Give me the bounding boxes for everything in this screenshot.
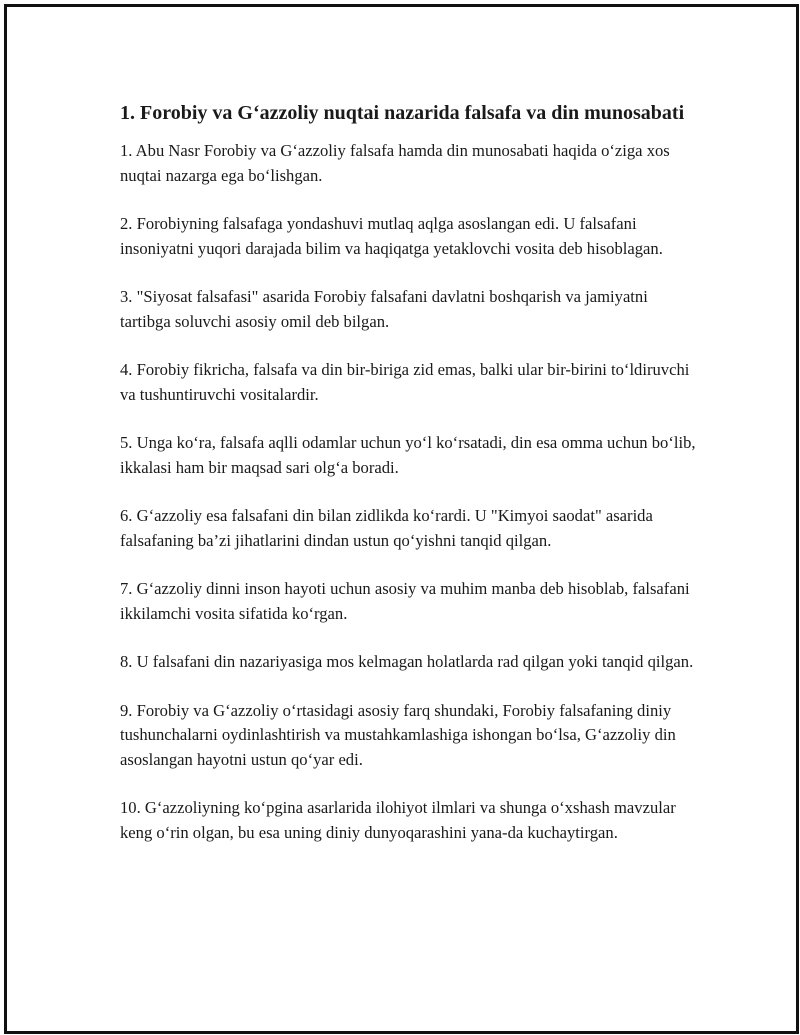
paragraph-7: 7. G‘azzoliy dinni inson hayoti uchun asosiy va muhim manba deb hisoblab, falsafani ikkilamchi vosita sifatida ko‘rgan. [120,579,690,623]
document-body [120,99,700,869]
paragraph-10: 10. G‘azzoliyning ko‘pgina asarlarida ilohiyot ilmlari va shunga o‘xshash mavzular keng o‘rin olgan, bu esa uning diniy dunyoqarashini yana-da kuchaytirgan. [120,798,676,842]
paragraph-4: 4. Forobiy fikricha, falsafa va din bir-biriga zid emas, balki ular bir-birini to‘ldiruvchi va tushuntiruvchi vositalardir. [120,360,690,404]
paragraph-5: 5. Unga ko‘ra, falsafa aqlli odamlar uchun yo‘l ko‘rsatadi, din esa omma uchun bo‘lib, ikkalasi ham bir maqsad sari olg‘a boradi. [120,433,696,477]
paragraph-6: 6. G‘azzoliy esa falsafani din bilan zidlikda ko‘rardi. U "Kimyoi saodat" asarida falsafaning ba’zi jihatlarini dindan ustun qo‘yishni tanqid qilgan. [120,506,653,550]
document-title: 1. Forobiy va G‘azzoliy nuqtai nazarida falsafa va din munosabati [120,102,685,124]
paragraph-8: 8. U falsafani din nazariyasiga mos kelmagan holatlarda rad qilgan yoki tanqid qilgan. [120,652,694,671]
page-frame [4,4,799,1034]
paragraph-3: 3. "Siyosat falsafasi" asarida Forobiy falsafani davlatni boshqarish va jamiyatni tartibga soluvchi asosiy omil deb bilgan. [120,287,648,331]
paragraph-1: 1. Abu Nasr Forobiy va G‘azzoliy falsafa hamda din munosabati haqida o‘ziga xos nuqtai nazarga ega bo‘lishgan. [120,141,670,185]
paragraph-2: 2. Forobiyning falsafaga yondashuvi mutlaq aqlga asoslangan edi. U falsafani insoniyatni yuqori darajada bilim va haqiqatga yetaklovchi vosita deb hisoblagan. [120,214,663,258]
paragraph-9: 9. Forobiy va G‘azzoliy o‘rtasidagi asosiy farq shundaki, Forobiy falsafaning diniy tushunchalarni oydinlashtirish va mustahkamlashiga ishongan bo‘lsa, G‘azzoliy din asoslangan hayotni ustun qo‘yar edi. [120,700,676,769]
